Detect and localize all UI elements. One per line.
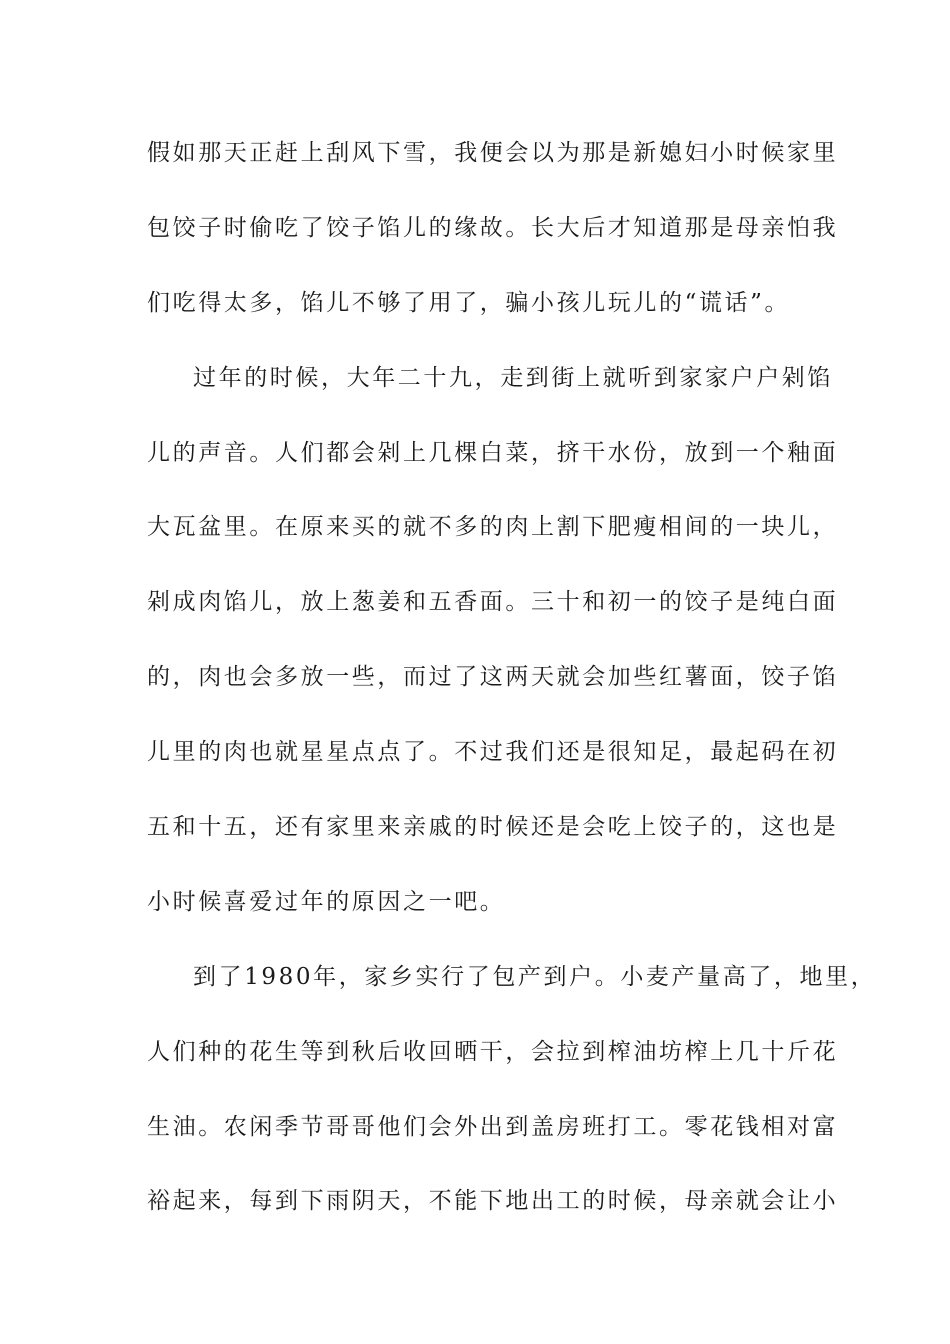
text-line: 剁成肉馅儿，放上葱姜和五香面。三十和初一的饺子是纯白面 [147,589,839,616]
text-line: 儿里的肉也就星星点点了。不过我们还是很知足，最起码在初 [147,739,839,766]
paragraph-first-line: 到了1980年，家乡实行了包产到户。小麦产量高了，地里， [193,963,877,990]
body-text [147,129,877,1252]
text-line: 人们种的花生等到秋后收回晒干，会拉到榨油坊榨上几十斤花 [147,1038,839,1065]
text-line: 儿的声音。人们都会剁上几棵白菜，挤干水份，放到一个釉面 [147,439,839,466]
text-line: 的，肉也会多放一些，而过了这两天就会加些红薯面，饺子馅 [147,664,839,691]
text-line: 假如那天正赶上刮风下雪，我便会以为那是新媳妇小时候家里 [147,140,839,166]
text-line: 包饺子时偷吃了饺子馅儿的缘故。长大后才知道那是母亲怕我 [147,214,839,241]
text-line: 五和十五，还有家里来亲戚的时候还是会吃上饺子的，这也是 [147,814,839,841]
text-line: 大瓦盆里。在原来买的就不多的肉上割下肥瘦相间的一块儿， [147,514,839,541]
text-line: 们吃得太多，馅儿不够了用了，骗小孩儿玩儿的“谎话”。 [147,289,791,316]
text-line: 小时候喜爱过年的原因之一吧。 [147,888,506,915]
text-line: 裕起来，每到下雨阴天，不能下地出工的时候，母亲就会让小 [147,1188,839,1215]
text-line: 生油。农闲季节哥哥他们会外出到盖房班打工。零花钱相对富 [147,1113,839,1140]
paragraph-first-line: 过年的时候，大年二十九，走到街上就听到家家户户剁馅 [193,364,833,391]
